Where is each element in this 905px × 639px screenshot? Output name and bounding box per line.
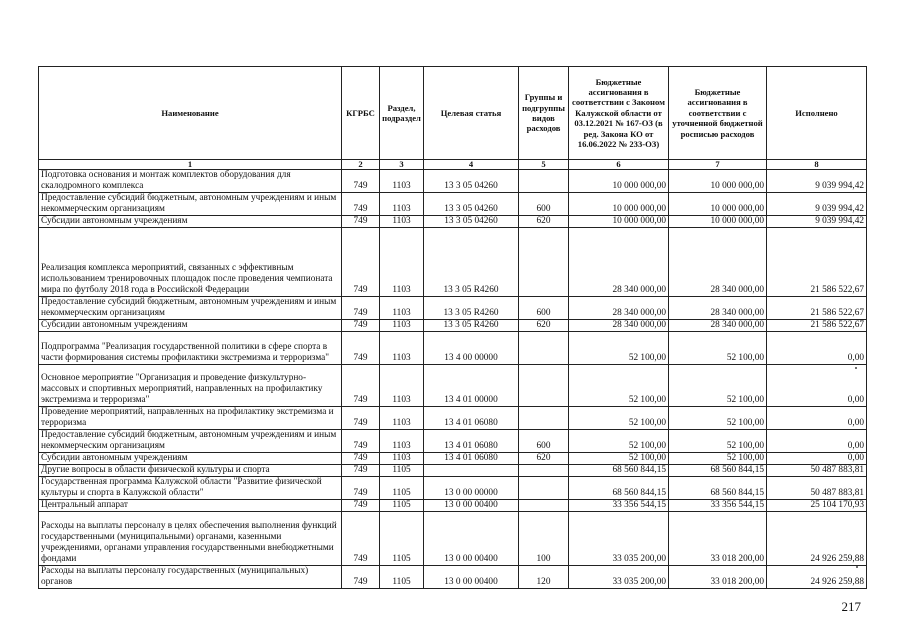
- header-section: Раздел, подраздел: [380, 67, 424, 160]
- column-number: 6: [569, 160, 669, 170]
- executed-amount-cell: 0,00: [767, 430, 867, 453]
- section-cell: 1103: [380, 216, 424, 228]
- schedule-amount-cell: 28 340 000,00: [669, 228, 767, 297]
- column-number: 3: [380, 160, 424, 170]
- expense-group-cell: [519, 332, 569, 365]
- schedule-amount-cell: 52 100,00: [669, 365, 767, 407]
- expense-group-cell: 600: [519, 297, 569, 320]
- section-cell: 1105: [380, 465, 424, 477]
- law-amount-cell: 52 100,00: [569, 365, 669, 407]
- target-article-cell: 13 4 01 06080: [424, 453, 519, 465]
- section-cell: 1103: [380, 170, 424, 193]
- table-row: [39, 216, 867, 228]
- expense-group-cell: [519, 477, 569, 500]
- expense-group-cell: 120: [519, 566, 569, 589]
- kgrbs-cell: 749: [342, 512, 380, 566]
- row-name-cell: Расходы на выплаты персоналу в целях обеспечения выполнения функций государственными (муниципальными) органами, казенными учреждениями, органами управления государственными внебюджетными фондами: [39, 512, 342, 566]
- schedule-amount-cell: 10 000 000,00: [669, 170, 767, 193]
- kgrbs-cell: 749: [342, 228, 380, 297]
- law-amount-cell: 28 340 000,00: [569, 228, 669, 297]
- expense-group-cell: [519, 228, 569, 297]
- row-name-cell: Субсидии автономным учреждениям: [39, 216, 342, 228]
- section-cell: 1103: [380, 193, 424, 216]
- target-article-cell: 13 4 00 00000: [424, 332, 519, 365]
- column-number: 1: [39, 160, 342, 170]
- schedule-amount-cell: 33 018 200,00: [669, 566, 767, 589]
- expense-group-cell: 600: [519, 193, 569, 216]
- section-cell: 1103: [380, 297, 424, 320]
- law-amount-cell: 68 560 844,15: [569, 465, 669, 477]
- schedule-amount-cell: 10 000 000,00: [669, 216, 767, 228]
- row-name-cell: Проведение мероприятий, направленных на профилактику экстремизма и терроризма: [39, 407, 342, 430]
- row-name-cell: Центральный аппарат: [39, 500, 342, 512]
- executed-amount-cell: 0,00: [767, 407, 867, 430]
- law-amount-cell: 52 100,00: [569, 453, 669, 465]
- section-cell: 1105: [380, 500, 424, 512]
- schedule-amount-cell: 33 018 200,00: [669, 512, 767, 566]
- executed-amount-cell: 24 926 259,88: [767, 512, 867, 566]
- executed-amount-cell: 21 586 522,67: [767, 297, 867, 320]
- table-row: [39, 193, 867, 216]
- schedule-amount-cell: 52 100,00: [669, 407, 767, 430]
- kgrbs-cell: 749: [342, 500, 380, 512]
- kgrbs-cell: 749: [342, 297, 380, 320]
- kgrbs-cell: 749: [342, 407, 380, 430]
- schedule-amount-cell: 10 000 000,00: [669, 193, 767, 216]
- header-target: Целевая статья: [424, 67, 519, 160]
- target-article-cell: 13 0 00 00400: [424, 512, 519, 566]
- law-amount-cell: 52 100,00: [569, 407, 669, 430]
- target-article-cell: 13 3 05 04260: [424, 193, 519, 216]
- section-cell: 1103: [380, 453, 424, 465]
- budget-table: [38, 66, 867, 589]
- kgrbs-cell: 749: [342, 320, 380, 332]
- row-name-cell: Предоставление субсидий бюджетным, автономным учреждениям и иным некоммерческим организациям: [39, 297, 342, 320]
- header-expense-group: Группы и подгруппы видов расходов: [519, 67, 569, 160]
- law-amount-cell: 68 560 844,15: [569, 477, 669, 500]
- schedule-amount-cell: 28 340 000,00: [669, 297, 767, 320]
- section-cell: 1105: [380, 566, 424, 589]
- executed-amount-cell: 21 586 522,67: [767, 228, 867, 297]
- kgrbs-cell: 749: [342, 332, 380, 365]
- section-cell: 1103: [380, 320, 424, 332]
- expense-group-cell: [519, 500, 569, 512]
- expense-group-cell: [519, 465, 569, 477]
- law-amount-cell: 28 340 000,00: [569, 297, 669, 320]
- target-article-cell: 13 0 00 00400: [424, 500, 519, 512]
- section-cell: 1103: [380, 332, 424, 365]
- table-row: [39, 320, 867, 332]
- target-article-cell: [424, 465, 519, 477]
- expense-group-cell: 620: [519, 216, 569, 228]
- column-number-row: [39, 160, 867, 170]
- kgrbs-cell: 749: [342, 430, 380, 453]
- table-row: [39, 407, 867, 430]
- header-executed: Исполнено: [767, 67, 867, 160]
- section-cell: 1103: [380, 365, 424, 407]
- column-number: 5: [519, 160, 569, 170]
- expense-group-cell: [519, 365, 569, 407]
- page-number: 217: [841, 599, 861, 614]
- header-law-appropriations: Бюджетные ассигнования в соответствии с Законом Калужской области от 03.12.2021 № 167-ОЗ (в ред. Закона КО от 16.06.2022 № 233-ОЗ): [569, 67, 669, 160]
- law-amount-cell: 10 000 000,00: [569, 170, 669, 193]
- table-row: [39, 228, 867, 297]
- executed-amount-cell: 9 039 994,42: [767, 193, 867, 216]
- schedule-amount-cell: 52 100,00: [669, 430, 767, 453]
- column-number: 8: [767, 160, 867, 170]
- executed-amount-cell: 24 926 259,88: [767, 566, 867, 589]
- executed-amount-cell: 21 586 522,67: [767, 320, 867, 332]
- schedule-amount-cell: 52 100,00: [669, 453, 767, 465]
- kgrbs-cell: 749: [342, 365, 380, 407]
- law-amount-cell: 33 035 200,00: [569, 512, 669, 566]
- kgrbs-cell: 749: [342, 193, 380, 216]
- table-row: [39, 332, 867, 365]
- target-article-cell: 13 3 05 04260: [424, 170, 519, 193]
- target-article-cell: 13 3 05 R4260: [424, 320, 519, 332]
- table-row: [39, 430, 867, 453]
- executed-amount-cell: 0,00: [767, 453, 867, 465]
- kgrbs-cell: 749: [342, 566, 380, 589]
- row-name-cell: Подпрограмма "Реализация государственной политики в сфере спорта в части формирования системы профилактики экстремизма и терроризма": [39, 332, 342, 365]
- table-row: [39, 500, 867, 512]
- executed-amount-cell: 9 039 994,42: [767, 170, 867, 193]
- target-article-cell: 13 0 00 00400: [424, 566, 519, 589]
- executed-amount-cell: 0,00: [767, 365, 867, 407]
- header-schedule-appropriations: Бюджетные ассигнования в соответствии с уточненной бюджетной росписью расходов: [669, 67, 767, 160]
- header-name: Наименование: [39, 67, 342, 160]
- row-name-cell: Предоставление субсидий бюджетным, автономным учреждениям и иным некоммерческим организациям: [39, 430, 342, 453]
- column-number: 4: [424, 160, 519, 170]
- table-row: [39, 453, 867, 465]
- kgrbs-cell: 749: [342, 477, 380, 500]
- law-amount-cell: 52 100,00: [569, 332, 669, 365]
- pen-mark: [856, 566, 858, 568]
- table-row: [39, 297, 867, 320]
- target-article-cell: 13 3 05 R4260: [424, 297, 519, 320]
- column-number: 2: [342, 160, 380, 170]
- row-name-cell: Другие вопросы в области физической культуры и спорта: [39, 465, 342, 477]
- kgrbs-cell: 749: [342, 170, 380, 193]
- law-amount-cell: 28 340 000,00: [569, 320, 669, 332]
- row-name-cell: Предоставление субсидий бюджетным, автономным учреждениям и иным некоммерческим организациям: [39, 193, 342, 216]
- row-name-cell: Субсидии автономным учреждениям: [39, 453, 342, 465]
- kgrbs-cell: 749: [342, 216, 380, 228]
- target-article-cell: 13 0 00 00000: [424, 477, 519, 500]
- executed-amount-cell: 0,00: [767, 332, 867, 365]
- schedule-amount-cell: 68 560 844,15: [669, 477, 767, 500]
- section-cell: 1105: [380, 512, 424, 566]
- kgrbs-cell: 749: [342, 453, 380, 465]
- row-name-cell: Расходы на выплаты персоналу государственных (муниципальных) органов: [39, 566, 342, 589]
- header-row: [39, 67, 867, 160]
- expense-group-cell: [519, 170, 569, 193]
- executed-amount-cell: 50 487 883,81: [767, 477, 867, 500]
- table-row: [39, 465, 867, 477]
- schedule-amount-cell: 52 100,00: [669, 332, 767, 365]
- section-cell: 1105: [380, 477, 424, 500]
- target-article-cell: 13 3 05 R4260: [424, 228, 519, 297]
- column-number: 7: [669, 160, 767, 170]
- pen-mark: [855, 367, 857, 369]
- table-row: [39, 477, 867, 500]
- schedule-amount-cell: 68 560 844,15: [669, 465, 767, 477]
- kgrbs-cell: 749: [342, 465, 380, 477]
- law-amount-cell: 10 000 000,00: [569, 216, 669, 228]
- section-cell: 1103: [380, 407, 424, 430]
- row-name-cell: Субсидии автономным учреждениям: [39, 320, 342, 332]
- table-header: [39, 67, 867, 170]
- target-article-cell: 13 4 01 00000: [424, 365, 519, 407]
- row-name-cell: Реализация комплекса мероприятий, связанных с эффективным использованием тренировочных площадок после проведения чемпионата мира по футболу 2018 года в Российской Федерации: [39, 228, 342, 297]
- executed-amount-cell: 25 104 170,93: [767, 500, 867, 512]
- table-row: [39, 170, 867, 193]
- expense-group-cell: 600: [519, 430, 569, 453]
- expense-group-cell: [519, 407, 569, 430]
- schedule-amount-cell: 33 356 544,15: [669, 500, 767, 512]
- expense-group-cell: 100: [519, 512, 569, 566]
- table-row: [39, 566, 867, 589]
- executed-amount-cell: 9 039 994,42: [767, 216, 867, 228]
- target-article-cell: 13 4 01 06080: [424, 430, 519, 453]
- section-cell: 1103: [380, 228, 424, 297]
- row-name-cell: Государственная программа Калужской области "Развитие физической культуры и спорта в Калужской области": [39, 477, 342, 500]
- target-article-cell: 13 3 05 04260: [424, 216, 519, 228]
- target-article-cell: 13 4 01 06080: [424, 407, 519, 430]
- header-kgrbs: КГРБС: [342, 67, 380, 160]
- law-amount-cell: 33 356 544,15: [569, 500, 669, 512]
- row-name-cell: Основное мероприятие "Организация и проведение физкультурно-массовых и спортивных мероприятий, направленных на профилактику экстремизма и терроризма": [39, 365, 342, 407]
- expense-group-cell: 620: [519, 320, 569, 332]
- schedule-amount-cell: 28 340 000,00: [669, 320, 767, 332]
- table-row: [39, 512, 867, 566]
- expense-group-cell: 620: [519, 453, 569, 465]
- executed-amount-cell: 50 487 883,81: [767, 465, 867, 477]
- table-body: [39, 170, 867, 589]
- law-amount-cell: 52 100,00: [569, 430, 669, 453]
- row-name-cell: Подготовка основания и монтаж комплектов оборудования для скалодромного комплекса: [39, 170, 342, 193]
- table-row: [39, 365, 867, 407]
- law-amount-cell: 33 035 200,00: [569, 566, 669, 589]
- section-cell: 1103: [380, 430, 424, 453]
- law-amount-cell: 10 000 000,00: [569, 193, 669, 216]
